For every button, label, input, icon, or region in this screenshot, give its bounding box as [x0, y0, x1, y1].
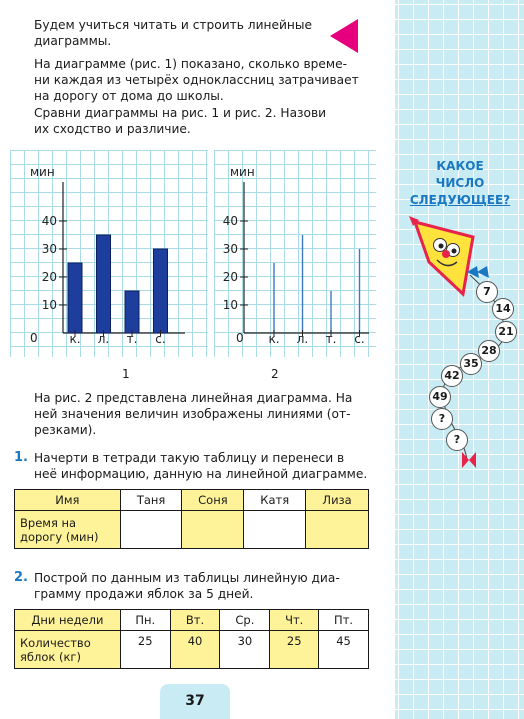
x-tick-label: с.: [155, 332, 166, 346]
explain-line2: ней значения величин изображены линиями (от-: [34, 407, 351, 421]
corner-triangle-icon: [330, 19, 358, 53]
task1-table: [14, 489, 369, 549]
x-tick-label: т.: [325, 332, 337, 346]
table-cell: [306, 511, 369, 549]
page-number: 37: [185, 693, 205, 709]
y-axis-label: мин: [230, 165, 255, 179]
table-cell: 45: [319, 631, 369, 669]
line-diagram-figure2: [214, 150, 376, 357]
figure1-caption: 1: [122, 367, 130, 381]
bar: [154, 249, 168, 333]
sequence-number-bubble: 42: [441, 365, 463, 387]
sequence-number-bubble: 21: [495, 321, 517, 343]
table-header-cell: Чт.: [270, 610, 319, 631]
y-tick-label: 20: [222, 270, 238, 284]
y-tick-label: 0: [30, 331, 38, 345]
row-label-line1: Количество: [20, 635, 91, 650]
y-tick-label: 30: [41, 242, 57, 256]
explain-line1: На рис. 2 представлена линейная диаграмма. На: [34, 391, 353, 405]
task2-line1: Построй по данным из таблицы линейную диа-: [34, 571, 340, 585]
x-tick-label: л.: [97, 332, 110, 346]
y-tick-label: 0: [236, 331, 244, 345]
task2-number: 2.: [14, 570, 28, 585]
sequence-number-bubble: 14: [492, 298, 514, 320]
table-header-cell: Ср.: [220, 610, 270, 631]
puzzle-title-line2: ЧИСЛО: [435, 176, 485, 190]
explain-line3: резками).: [34, 423, 97, 437]
table-row: [15, 511, 369, 549]
table-header-cell: Имя: [15, 490, 121, 511]
table-row-label: [15, 631, 121, 669]
intro-paragraph-line5: их сходство и различие.: [34, 122, 191, 136]
kite-tail-bow-icon: [460, 450, 478, 470]
task1-number: 1.: [14, 450, 28, 465]
intro-title-line2: диаграммы.: [34, 34, 112, 48]
sequence-number-bubble: ?: [431, 408, 453, 430]
table-row-label: [15, 511, 121, 549]
figure2-caption: 2: [271, 367, 279, 381]
table-row: [15, 631, 369, 669]
bar-chart-figure1: [10, 150, 208, 357]
x-tick-label: к.: [268, 332, 280, 346]
puzzle-title-line1: КАКОЕ: [436, 159, 484, 173]
y-tick-label: 40: [41, 214, 57, 228]
x-tick-label: т.: [126, 332, 138, 346]
row-label-line2: яблок (кг): [20, 649, 81, 664]
intro-paragraph-line4: Сравни диаграммы на рис. 1 и рис. 2. Назови: [34, 106, 327, 120]
table-cell: 40: [170, 631, 220, 669]
intro-title-line1: Будем учиться читать и строить линейные: [34, 18, 312, 32]
y-tick-label: 40: [222, 214, 238, 228]
puzzle-title-line3: СЛЕДУЮЩЕЕ?: [409, 193, 511, 207]
y-tick-label: 30: [222, 242, 238, 256]
table-header-cell: Пн.: [120, 610, 170, 631]
x-tick-label: с.: [354, 332, 365, 346]
table-header-cell: Лиза: [306, 490, 369, 511]
bar: [97, 235, 111, 333]
table-cell: 25: [270, 631, 319, 669]
row-label-line2: дорогу (мин): [20, 529, 99, 544]
x-tick-label: л.: [296, 332, 309, 346]
table-row: [15, 610, 369, 631]
table-cell: 30: [220, 631, 270, 669]
task2-line2: грамму продажи яблок за 5 дней.: [34, 587, 254, 601]
task1-line2: неё информацию, данную на линейной диаграмме.: [34, 467, 368, 481]
table-header-cell: Таня: [120, 490, 182, 511]
table-cell: [244, 511, 306, 549]
bar: [68, 263, 82, 333]
y-tick-label: 10: [222, 298, 238, 312]
table-cell: [182, 511, 244, 549]
sequence-number-bubble: 28: [478, 340, 500, 362]
sequence-number-bubble: 49: [429, 386, 451, 408]
sequence-number-bubble: 35: [460, 353, 482, 375]
y-tick-label: 10: [41, 298, 57, 312]
intro-paragraph-line1: На диаграмме (рис. 1) показано, сколько време-: [34, 57, 348, 71]
task2-table: [14, 609, 369, 669]
intro-paragraph-line3: на дорогу от дома до школы.: [34, 89, 224, 103]
table-row: [15, 490, 369, 511]
bar: [125, 291, 139, 333]
y-axis-label: мин: [30, 165, 55, 179]
table-cell: [120, 511, 182, 549]
sequence-number-bubble: ?: [446, 429, 468, 451]
puzzle-title: [404, 158, 516, 209]
table-header-cell: Дни недели: [15, 610, 121, 631]
task1-line1: Начерти в тетради такую таблицу и перенеси в: [34, 451, 345, 465]
row-label-line1: Время на: [20, 515, 77, 530]
table-header-cell: Соня: [182, 490, 244, 511]
x-tick-label: к.: [69, 332, 81, 346]
table-cell: 25: [120, 631, 170, 669]
intro-paragraph-line2: ни каждая из четырёх одноклассниц затрачивает: [34, 73, 359, 87]
table-header-cell: Пт.: [319, 610, 369, 631]
table-header-cell: Катя: [244, 490, 306, 511]
table-header-cell: Вт.: [170, 610, 220, 631]
sequence-number-bubble: 7: [476, 281, 498, 303]
y-tick-label: 20: [41, 270, 57, 284]
